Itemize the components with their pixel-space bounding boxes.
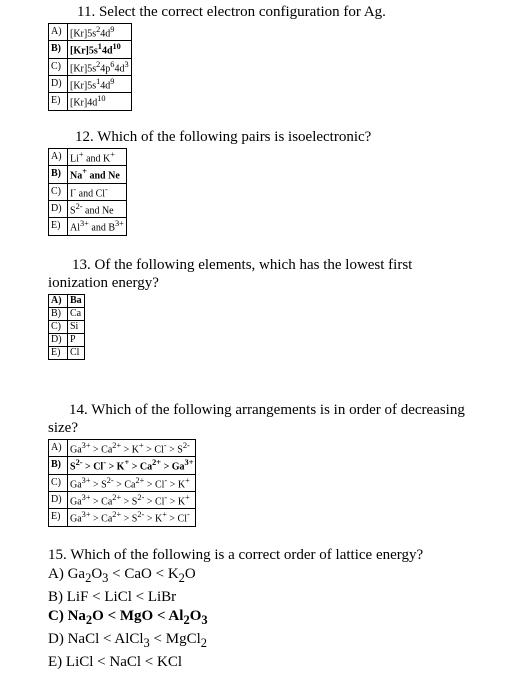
question-13-options <box>48 294 85 360</box>
option-row <box>49 509 196 526</box>
option-label: C) <box>49 58 68 75</box>
option-label: A) <box>49 149 68 166</box>
option-row <box>49 93 132 110</box>
question-14-options <box>48 439 196 527</box>
option-line: A) $Ga_2O_3$ < CaO < $K_2O$ <box>48 566 196 585</box>
option-row <box>49 457 196 474</box>
option-text: Ba <box>68 295 85 308</box>
option-text: $Ga^{3+} > S^{2-} > Ca^{2+} > Cl^- > K^+$ <box>68 474 196 491</box>
option-label: C) <box>49 321 68 334</box>
option-label: A) <box>49 24 68 41</box>
option-row <box>49 75 132 92</box>
option-row <box>49 200 127 217</box>
option-line: B) LiF < LiCl < LiBr <box>48 589 177 605</box>
option-row <box>49 334 85 347</box>
option-label: A) <box>49 295 68 308</box>
option-text: $S^{2-} > Cl^- > K^+ > Ca^{2+} > Ga^{3+}$ <box>68 457 196 474</box>
option-row <box>49 41 132 58</box>
option-text: I- and Cl- <box>68 183 127 200</box>
option-row <box>49 149 127 166</box>
question-12 <box>48 128 371 236</box>
question-11-prompt: 11. Select the correct electron configuration for Ag. <box>77 4 386 20</box>
question-14-prompt-line2: size? <box>48 420 78 436</box>
option-text: $Ga^{3+} > Ca^{2+} > K^+ > Cl^- > S^{2-}$ <box>68 440 196 457</box>
option-row <box>49 474 196 491</box>
option-row <box>49 440 196 457</box>
option-line: D) NaCl < AlCl$_3$ < MgCl$_2$ <box>48 631 208 650</box>
option-label: E) <box>49 509 68 526</box>
option-label: C) <box>49 474 68 491</box>
question-13-prompt-line1: 13. Of the following elements, which has the lowest first <box>72 257 413 273</box>
question-15 <box>48 546 423 672</box>
question-11 <box>48 3 386 111</box>
option-row <box>49 347 85 360</box>
question-11-options <box>48 23 132 111</box>
option-label: D) <box>49 200 68 217</box>
option-text: $[Kr]4d^{10}$ <box>68 93 132 110</box>
option-text: $Ga^{3+} > Ca^{2+} > S^{2-} > Cl^- > K^+$ <box>68 491 196 508</box>
option-row <box>49 183 127 200</box>
option-label: D) <box>49 75 68 92</box>
option-label: B) <box>49 166 68 183</box>
option-text: Si <box>68 321 85 334</box>
option-text: $[Kr]5s^24p^64d^3$ <box>68 58 132 75</box>
option-text: $[Kr]5s^14d^{10}$ <box>68 41 132 58</box>
option-line: E) LiCl < NaCl < KCl <box>48 654 182 670</box>
option-label: E) <box>49 218 68 235</box>
option-label: E) <box>49 347 68 360</box>
option-line: C) $Na_2O$ < MgO < $Al_2O_3$ <box>48 608 208 627</box>
option-label: D) <box>49 491 68 508</box>
option-text: $[Kr]5s^14d^9$ <box>68 75 132 92</box>
option-text: $S^{2-}$ and Ne <box>68 200 127 217</box>
option-text: $Al^{3+}$ and $B^{3+}$ <box>68 218 127 235</box>
option-row <box>49 218 127 235</box>
option-text: Na+ and Ne <box>68 166 127 183</box>
option-label: A) <box>49 440 68 457</box>
option-label: B) <box>49 308 68 321</box>
question-15-prompt: 15. Which of the following is a correct order of lattice energy? <box>48 547 424 563</box>
option-label: B) <box>49 457 68 474</box>
option-row <box>49 491 196 508</box>
option-text: Cl <box>68 347 85 360</box>
question-14 <box>48 401 465 527</box>
question-12-options <box>48 148 127 236</box>
option-text: $[Kr]5s^24d^9$ <box>68 24 132 41</box>
option-row <box>49 24 132 41</box>
option-label: D) <box>49 334 68 347</box>
option-label: E) <box>49 93 68 110</box>
option-label: C) <box>49 183 68 200</box>
question-15-options <box>48 565 423 672</box>
question-13 <box>48 256 412 360</box>
option-row <box>49 166 127 183</box>
option-text: Li+ and K+ <box>68 149 127 166</box>
question-14-prompt-line1: 14. Which of the following arrangements is in order of decreasing <box>69 402 465 418</box>
option-label: B) <box>49 41 68 58</box>
question-12-prompt: 12. Which of the following pairs is isoelectronic? <box>75 129 372 145</box>
option-row <box>49 308 85 321</box>
question-13-prompt-line2: ionization energy? <box>48 275 159 291</box>
option-row <box>49 295 85 308</box>
option-text: P <box>68 334 85 347</box>
option-text: Ca <box>68 308 85 321</box>
option-text: $Ga^{3+} > Ca^{2+} > S^{2-} > K^+ > Cl^-$ <box>68 509 196 526</box>
option-row <box>49 321 85 334</box>
option-row <box>49 58 132 75</box>
